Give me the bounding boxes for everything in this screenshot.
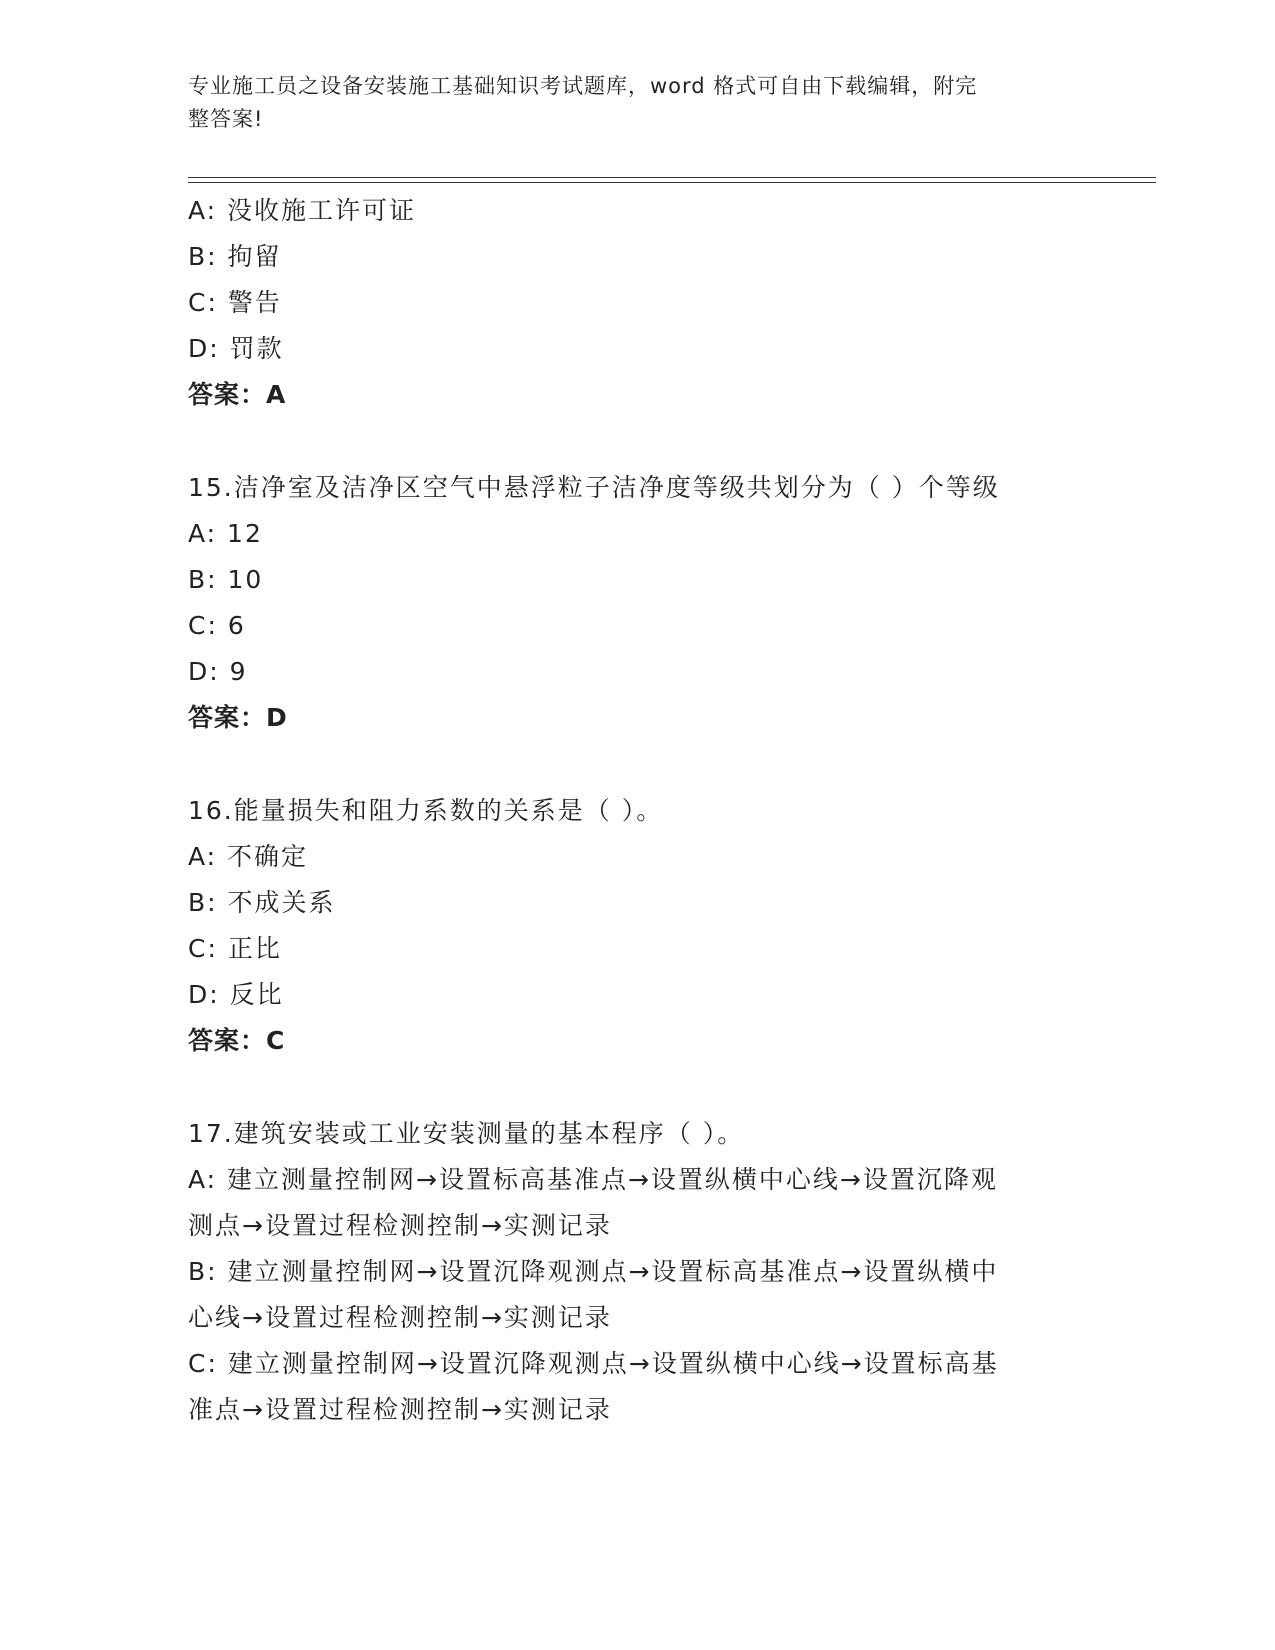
question-14-block bbox=[188, 188, 1088, 418]
question-16-block bbox=[188, 788, 1088, 1064]
question-list bbox=[188, 188, 1088, 1433]
q15-option-b: B: 10 bbox=[188, 565, 264, 594]
q17-option-c-line-1: C: 建立测量控制网→设置沉降观测点→设置纵横中心线→设置标高基 bbox=[188, 1349, 999, 1378]
q16-option-b: B: 不成关系 bbox=[188, 888, 336, 917]
q17-option-a-line-1: A: 建立测量控制网→设置标高基准点→设置纵横中心线→设置沉降观 bbox=[188, 1165, 998, 1194]
question-15-block bbox=[188, 465, 1088, 741]
question-spacer bbox=[188, 741, 1088, 788]
q17-option-b-line-1: B: 建立测量控制网→设置沉降观测点→设置标高基准点→设置纵横中 bbox=[188, 1257, 999, 1286]
question-spacer bbox=[188, 1064, 1088, 1111]
document-header bbox=[188, 70, 1068, 136]
q15-answer: 答案：D bbox=[188, 703, 288, 732]
q16-answer: 答案：C bbox=[188, 1026, 286, 1055]
q15-question: 15.洁净室及洁净区空气中悬浮粒子洁净度等级共划分为（ ）个等级 bbox=[188, 473, 1000, 502]
q16-option-c: C: 正比 bbox=[188, 934, 282, 963]
header-line-1: 专业施工员之设备安装施工基础知识考试题库，word 格式可自由下载编辑，附完 bbox=[188, 74, 978, 98]
q14-option-d: D: 罚款 bbox=[188, 334, 284, 363]
q17-question: 17.建筑安装或工业安装测量的基本程序（ ）。 bbox=[188, 1119, 745, 1148]
q16-question: 16.能量损失和阻力系数的关系是（ ）。 bbox=[188, 796, 664, 825]
q16-option-d: D: 反比 bbox=[188, 980, 284, 1009]
q15-option-d: D: 9 bbox=[188, 657, 248, 686]
q15-option-c: C: 6 bbox=[188, 611, 246, 640]
question-17-block bbox=[188, 1111, 1088, 1433]
q14-option-a: A: 没收施工许可证 bbox=[188, 196, 417, 225]
q15-option-a: A: 12 bbox=[188, 519, 263, 548]
header-divider-top bbox=[188, 177, 1156, 178]
q14-option-c: C: 警告 bbox=[188, 288, 282, 317]
header-line-2: 整答案! bbox=[188, 107, 264, 131]
q17-option-c-line-2: 准点→设置过程检测控制→实测记录 bbox=[188, 1395, 612, 1424]
header-divider-bottom bbox=[188, 182, 1156, 183]
question-spacer bbox=[188, 418, 1088, 465]
q16-option-a: A: 不确定 bbox=[188, 842, 309, 871]
q17-option-b-line-2: 心线→设置过程检测控制→实测记录 bbox=[188, 1303, 612, 1332]
q17-option-a-line-2: 测点→设置过程检测控制→实测记录 bbox=[188, 1211, 612, 1240]
q14-option-b: B: 拘留 bbox=[188, 242, 282, 271]
q14-answer: 答案：A bbox=[188, 380, 287, 409]
